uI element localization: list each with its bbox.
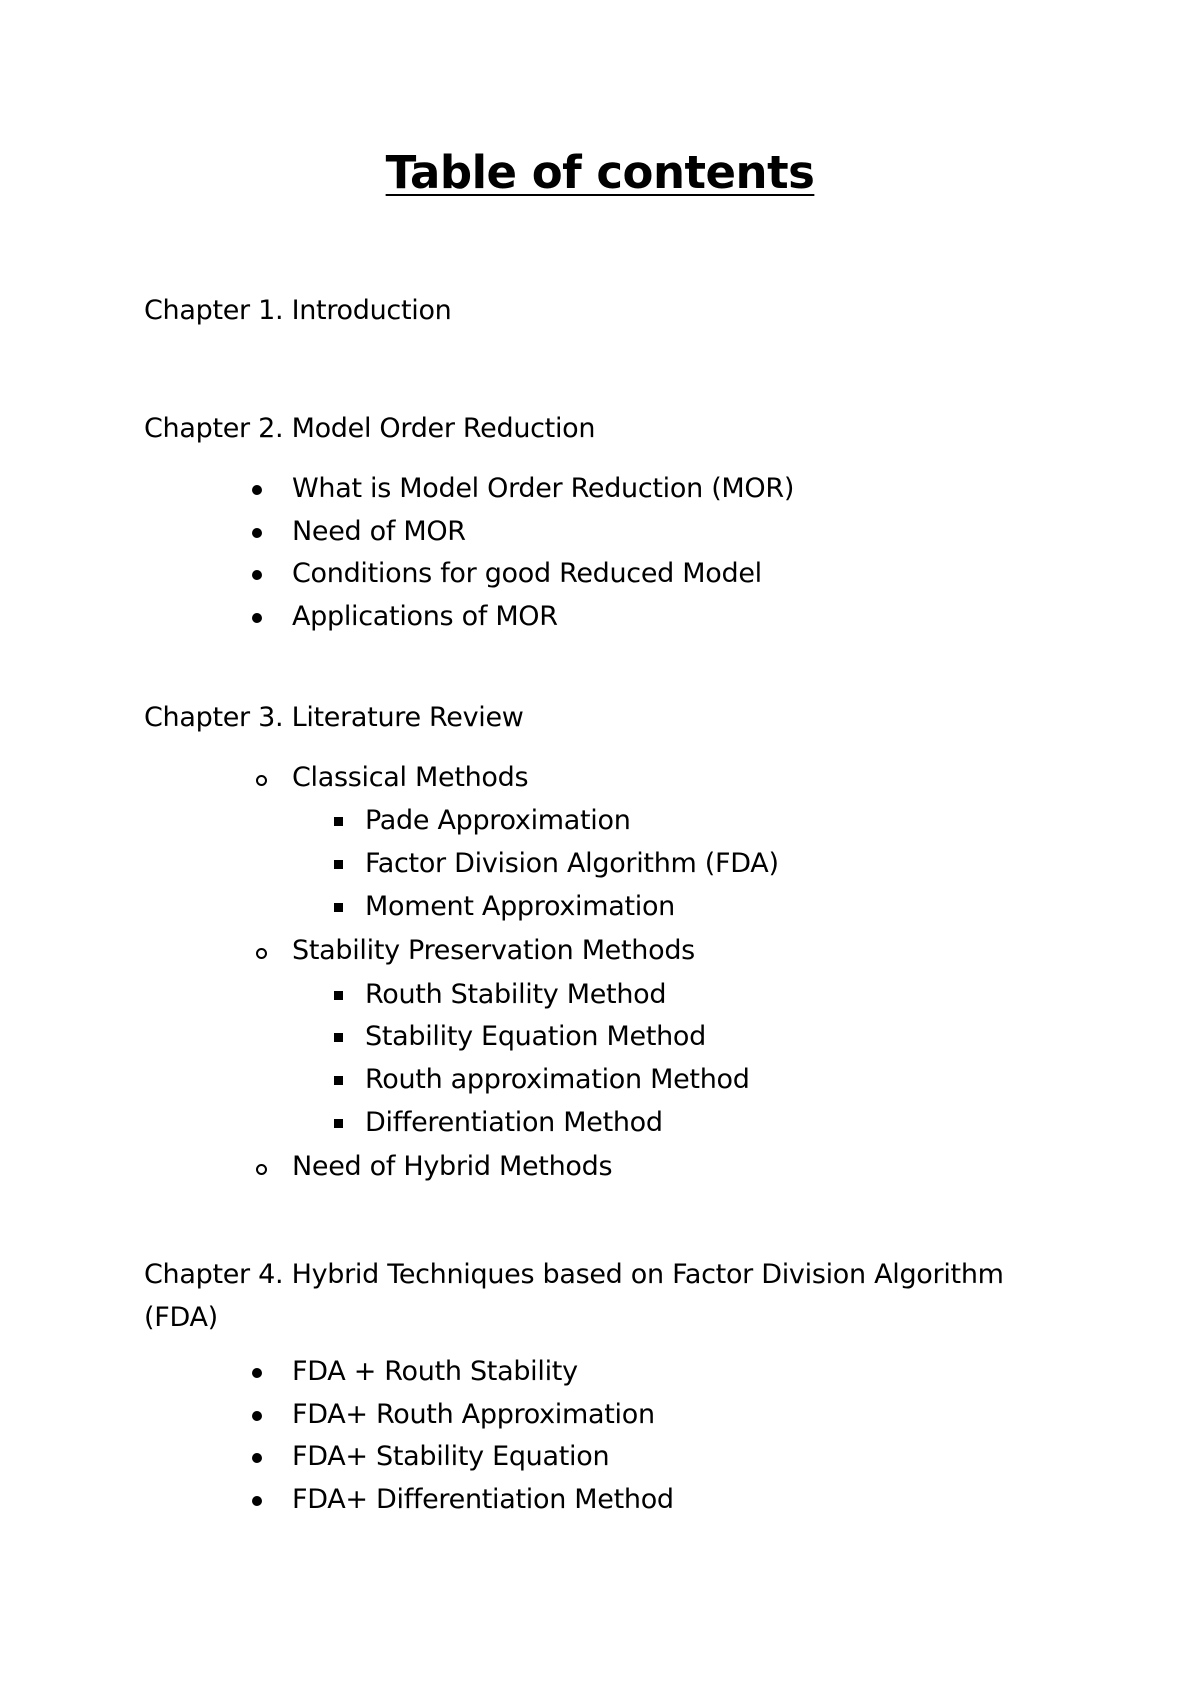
list-item: Need of Hybrid Methods [254, 1151, 612, 1183]
list-item: Pade Approximation [330, 805, 631, 837]
list-item: FDA + Routh Stability [254, 1356, 578, 1388]
list-item: Classical Methods [254, 762, 528, 794]
list-item: Stability Equation Method [330, 1021, 706, 1053]
bullet-circle-icon [256, 1164, 267, 1175]
bullet-disc-icon [252, 1411, 262, 1421]
list-item: Applications of MOR [254, 601, 558, 633]
list-item: Stability Preservation Methods [254, 935, 695, 967]
bullet-square-icon [334, 1076, 343, 1085]
list-item: Factor Division Algorithm (FDA) [330, 848, 779, 880]
list-item: Moment Approximation [330, 891, 675, 923]
bullet-square-icon [334, 991, 343, 1000]
bullet-square-icon [334, 817, 343, 826]
bullet-disc-icon [252, 485, 262, 495]
chapter-3-heading: Chapter 3. Literature Review [144, 702, 524, 733]
bullet-square-icon [334, 1033, 343, 1042]
bullet-square-icon [334, 860, 343, 869]
list-item: Conditions for good Reduced Model [254, 558, 762, 590]
bullet-circle-icon [256, 948, 267, 959]
chapter-1-heading: Chapter 1. Introduction [144, 295, 452, 326]
chapter-4-heading: Chapter 4. Hybrid Techniques based on Factor Division Algorithm (FDA) [144, 1259, 1004, 1334]
list-item: Differentiation Method [330, 1107, 663, 1139]
bullet-circle-icon [256, 775, 267, 786]
list-item: FDA+ Stability Equation [254, 1441, 609, 1473]
page-title: Table of contents [385, 146, 815, 199]
list-item: FDA+ Differentiation Method [254, 1484, 674, 1516]
bullet-square-icon [334, 1119, 343, 1128]
list-item: Routh approximation Method [330, 1064, 750, 1096]
list-item: What is Model Order Reduction (MOR) [254, 473, 794, 505]
bullet-disc-icon [252, 1453, 262, 1463]
list-item: FDA+ Routh Approximation [254, 1399, 655, 1431]
bullet-disc-icon [252, 528, 262, 538]
bullet-disc-icon [252, 1496, 262, 1506]
list-item: Routh Stability Method [330, 979, 666, 1011]
bullet-square-icon [334, 903, 343, 912]
bullet-disc-icon [252, 570, 262, 580]
chapter-2-heading: Chapter 2. Model Order Reduction [144, 413, 596, 444]
bullet-disc-icon [252, 613, 262, 623]
list-item: Need of MOR [254, 516, 466, 548]
bullet-disc-icon [252, 1368, 262, 1378]
